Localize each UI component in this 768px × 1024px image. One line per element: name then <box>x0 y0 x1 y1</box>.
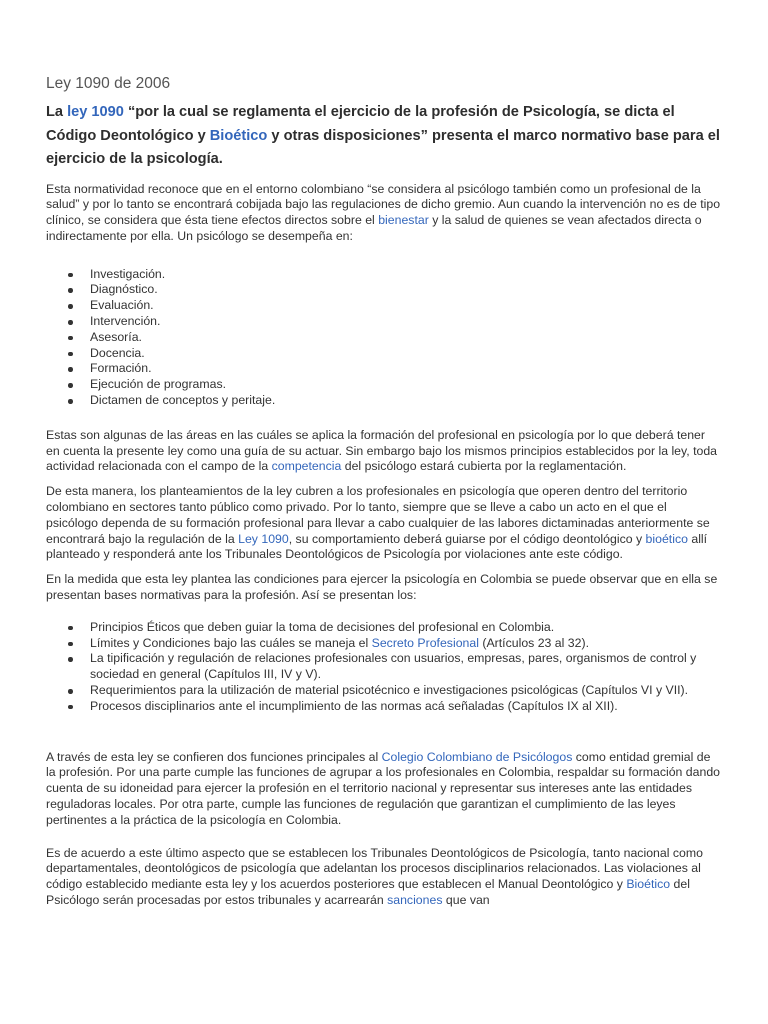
secreto-profesional-link[interactable]: Secreto Profesional <box>371 635 479 650</box>
list-item: Ejecución de programas. <box>90 377 722 393</box>
list-item: Principios Éticos que deben guiar la toma de decisiones del profesional en Colombia. <box>90 620 722 636</box>
list-item: Requerimientos para la utilización de material psicotécnico e investigaciones psicológicas (Capítulos VI y VII). <box>90 683 722 699</box>
heading-text: “por la cual se reglamenta el ejercicio de la profesión de Psicología, se dicta el Código Deontológico y <box>46 104 675 144</box>
competencia-link[interactable]: competencia <box>271 459 342 474</box>
paragraph-planteamientos <box>46 484 722 563</box>
paragraph-areas <box>46 428 722 475</box>
paragraph-text: Estas son algunas de las áreas en las cuáles se aplica la formación del profesional en psicología por lo que deberá tener en cuenta la presente ley como una guía de su actuar. Sin embargo bajo los mismos principios establecidos por la ley, toda actividad relacionada con el campo de la <box>46 427 718 474</box>
ley-1090-link[interactable]: ley 1090 <box>67 104 124 120</box>
paragraph-text: del Psicólogo serán procesadas por estos tribunales y acarrearán <box>46 877 690 907</box>
paragraph-text: y la salud de quienes se vean afectados directa o indirectamente por ella. Un psicólogo se desempeña en: <box>46 213 702 243</box>
article-body <box>46 74 722 909</box>
paragraph-text: como entidad gremial de la profesión. Por una parte cumple las funciones de agrupar a los profesionales en Colombia, respaldar su formación dando cuenta de su idoneidad para ejercer la profesión en el territorio nacional y representar sus intereses ante las entidades reguladoras locales. Por otra parte, cumple las funciones de regulación que garantizan el cumplimiento de las leyes pertinentes a la práctica de la psicología en Colombia. <box>46 749 720 827</box>
list-item: Docencia. <box>90 346 722 362</box>
paragraph-text: Es de acuerdo a este último aspecto que se establecen los Tribunales Deontológicos de Psicología, tanto nacional como departamentales, deontológicos de psicología que adelantan los procesos disciplinarios relacionados. Las violaciones al código establecido mediante esta ley y los acuerdos posteriores que establecen el Manual Deontológico y <box>46 845 703 892</box>
colegio-colombiano-link[interactable]: Colegio Colombiano de Psicólogos <box>381 749 573 764</box>
paragraph-tribunales <box>46 846 722 909</box>
list-item: Dictamen de conceptos y peritaje. <box>90 393 722 409</box>
roles-list <box>46 267 722 409</box>
paragraph-bases: En la medida que esta ley plantea las condiciones para ejercer la psicología en Colombia se puede observar que en ella se presentan bases normativas para la profesión. Así se presentan los: <box>46 572 718 603</box>
heading-text: La <box>46 104 68 120</box>
sanciones-link[interactable]: sanciones <box>387 892 443 907</box>
list-item: Intervención. <box>90 314 722 330</box>
bioetico-link[interactable]: Bioético <box>209 127 268 144</box>
document-title: Ley 1090 de 2006 <box>46 75 171 92</box>
bioetico-link-3[interactable]: Bioético <box>626 877 671 892</box>
heading-text: y otras disposiciones” presenta el marco normativo base para el ejercicio de la psicología. <box>46 127 720 167</box>
bases-list <box>46 620 722 715</box>
ley-1090-link-2[interactable]: Ley 1090 <box>238 531 289 546</box>
paragraph-text: del psicólogo estará cubierta por la reglamentación. <box>341 459 627 474</box>
list-item: Procesos disciplinarios ante el incumplimiento de las normas acá señaladas (Capítulos IX al XII). <box>90 699 722 715</box>
list-item: Asesoría. <box>90 330 722 346</box>
paragraph-colegio <box>46 750 722 829</box>
paragraph-text: A través de esta ley se confieren dos funciones principales al <box>46 749 382 764</box>
list-item: La tipificación y regulación de relaciones profesionales con usuarios, empresas, pares, organismos de control y sociedad en general (Capítulos III, IV y V). <box>90 651 722 683</box>
bienestar-link[interactable]: bienestar <box>378 213 429 228</box>
list-item: Formación. <box>90 361 722 377</box>
list-item: Evaluación. <box>90 298 722 314</box>
list-item <box>90 636 722 652</box>
list-item-text: (Artículos 23 al 32). <box>478 635 589 650</box>
list-item: Diagnóstico. <box>90 282 722 298</box>
paragraph-text: De esta manera, los planteamientos de la ley cubren a los profesionales en psicología que operen dentro del territorio colombiano en sectores tanto público como privado. Por lo tanto, siempre que se lleve a cabo un acto en el que el psicólogo dependa de su formación profesional para llevar a cabo cualquier de las labores dictaminadas anteriormente se encontrará bajo la regulación de la <box>46 484 710 546</box>
paragraph-text: allí planteado y responderá ante los Tribunales Deontológicos de Psicología por violaciones ante este código. <box>46 531 708 562</box>
paragraph-normatividad <box>46 182 722 245</box>
paragraph-text: Esta normatividad reconoce que en el entorno colombiano “se considera al psicólogo también como un profesional de la salud” y por lo tanto se encontrará cobijada bajo las regulaciones de dicho gremio. Aun cuando la intervención no es de tipo clínico, se considera que ésta tiene efectos directos sobre el <box>46 181 721 228</box>
list-item-text: Límites y Condiciones bajo las cuáles se maneja el <box>90 635 372 650</box>
paragraph-text: , su comportamiento deberá guiarse por el código deontológico y <box>288 531 646 546</box>
paragraph-text: que van <box>442 892 490 907</box>
list-item: Investigación. <box>90 267 722 283</box>
bioetico-link-2[interactable]: bioético <box>645 531 688 546</box>
intro-heading <box>46 101 722 172</box>
